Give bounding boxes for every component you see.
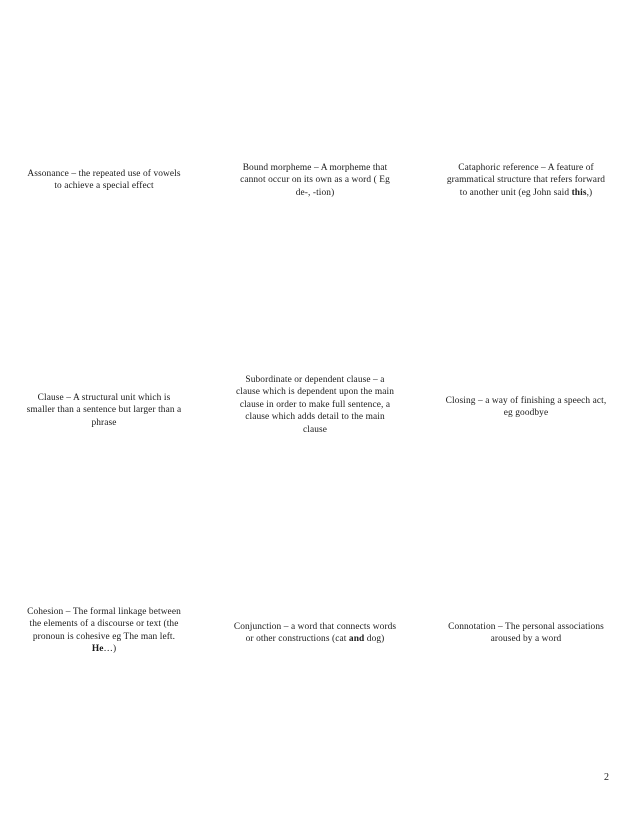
card-line: clause in order to make full sentence, a	[239, 399, 391, 410]
card-line: Cohesion – The formal linkage between	[27, 607, 181, 617]
card-text: ,)	[586, 187, 593, 198]
bold-word: and	[348, 634, 365, 645]
card-conjunction	[215, 621, 415, 646]
card-text: to another unit (eg John said	[459, 187, 572, 198]
card-line: clause which adds detail to the main	[245, 412, 385, 423]
card-bound-morpheme	[215, 162, 415, 199]
card-line: clause which is dependent upon the main	[235, 387, 395, 398]
card-clause	[4, 392, 204, 429]
card-text: …)	[103, 644, 117, 655]
card-line: Cataphoric reference – A feature of	[458, 163, 594, 173]
card-line: Subordinate or dependent clause – a	[245, 375, 385, 385]
card-line: eg goodbye	[503, 408, 549, 419]
card-line: Bound morpheme – A morpheme that	[242, 163, 388, 173]
card-cohesion	[4, 606, 204, 656]
card-text: dog)	[364, 634, 385, 645]
card-line: cannot occur on its own as a word ( Eg	[240, 175, 390, 186]
card-line-with-bold	[426, 187, 626, 199]
card-subordinate-clause	[215, 374, 415, 436]
card-line: Closing – a way of finishing a speech act,	[445, 396, 607, 406]
card-line: Conjunction – a word that connects words	[233, 622, 397, 632]
card-line: smaller than a sentence but larger than a	[26, 405, 182, 416]
card-line: aroused by a word	[490, 634, 562, 645]
page-number: 2	[604, 772, 609, 783]
card-connotation	[426, 621, 626, 646]
card-line: Connotation – The personal associations	[448, 622, 604, 632]
bold-word: He	[91, 644, 104, 655]
card-line: to achieve a special effect	[54, 181, 154, 192]
card-line: Clause – A structural unit which is	[37, 393, 171, 403]
card-text: or other constructions (cat	[245, 634, 349, 645]
card-closing	[426, 395, 626, 420]
card-line: pronoun is cohesive eg The man left.	[32, 631, 176, 642]
card-line: de-, -tion)	[295, 187, 335, 198]
bold-word: this	[571, 187, 587, 198]
card-line: clause	[302, 424, 328, 435]
card-line-with-bold	[215, 633, 415, 645]
card-line-with-bold	[4, 643, 204, 655]
card-line: Assonance – the repeated use of vowels	[27, 169, 181, 179]
card-line: phrase	[91, 417, 117, 428]
card-line: grammatical structure that refers forward	[446, 175, 606, 186]
card-assonance	[4, 168, 204, 193]
card-line: the elements of a discourse or text (the	[29, 619, 179, 630]
card-cataphoric-reference	[426, 162, 626, 199]
